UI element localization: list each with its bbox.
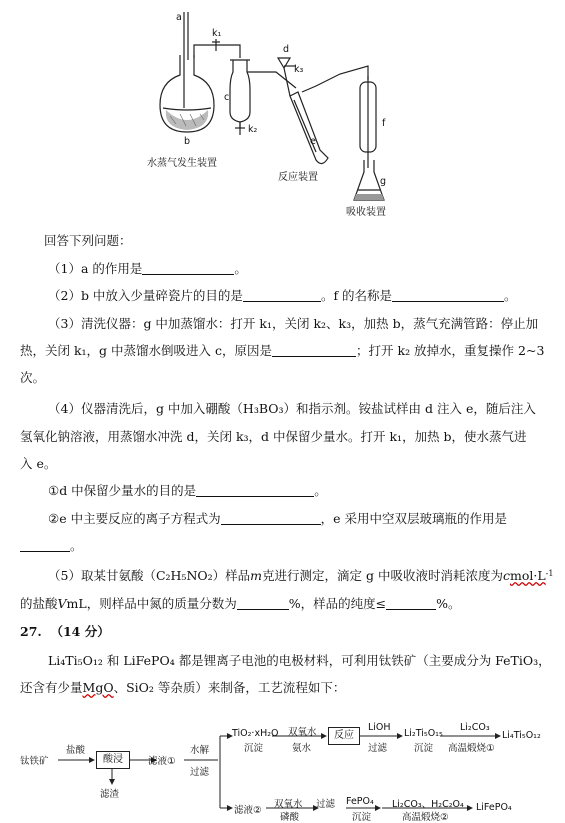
answer-blank[interactable] (196, 484, 314, 497)
flow-h3po4: 磷酸 (280, 812, 300, 823)
label-f: f (382, 118, 386, 129)
question-4-line3: 入 e。 (20, 456, 57, 471)
question-4-part1: ①d 中保留少量水的目的是 。 (48, 483, 327, 498)
flow-precip2: 沉淀 (414, 743, 434, 754)
flow-leach-box: 酸浸 (96, 751, 130, 769)
label-e: e (310, 136, 316, 147)
answer-blank[interactable] (20, 539, 70, 552)
label-c: c (224, 92, 230, 103)
flow-ore: 钛铁矿 (20, 756, 49, 767)
flow-residue: 滤渣 (100, 789, 120, 800)
question-5-line2: 的盐酸VmL，则样品中氮的质量分数为 %，样品的纯度≤ %。 (20, 596, 461, 611)
answer-blank[interactable] (237, 597, 289, 610)
question-4-part2-cont: 。 (20, 538, 83, 554)
flow-filtrate1: 滤液① (148, 756, 176, 767)
flow-nh3: 氨水 (292, 743, 312, 754)
flow-filter3: 过滤 (316, 799, 336, 810)
flow-calcine1: 高温煅烧① (448, 743, 495, 754)
caption-steam-generator: 水蒸气发生装置 (147, 158, 217, 169)
question-4-line2: 氢氧化钠溶液，用蒸馏水冲洗 d，关闭 k₃，d 中保留少量水。打开 k₁，加热 b，使水蒸气进 (20, 429, 527, 444)
question-3-line1: （3）清洗仪器：g 中加蒸馏水：打开 k₁，关闭 k₂、k₃，加热 b，蒸气充满管路：停止加 (48, 316, 539, 331)
flow-precip1: 沉淀 (244, 743, 264, 754)
question-27-line2: 还含有少量MgO、SiO₂ 等杂质）来制备，工艺流程如下： (20, 680, 346, 695)
flow-react-box: 反应 (328, 727, 360, 745)
label-k3: k₃ (294, 64, 304, 75)
question-4-part2: ②e 中主要反应的离子方程式为 ，e 采用中空双层玻璃瓶的作用是 (48, 511, 507, 526)
flow-hydrolysis: 水解 (190, 745, 210, 756)
flow-h2o2: 双氧水 (288, 727, 317, 738)
answer-blank[interactable] (142, 262, 234, 275)
label-k1: k₁ (212, 28, 222, 39)
flow-h2o2b: 双氧水 (274, 799, 303, 810)
question-27-line1: Li₄Ti₅O₁₂ 和 LiFePO₄ 都是锂离子电池的电极材料，可利用钛铁矿（主要成分为 FeTiO₃， (48, 653, 551, 668)
flow-filtrate2: 滤液② (234, 805, 262, 816)
caption-reaction: 反应装置 (278, 172, 318, 183)
question-1: （1）a 的作用是 。 (48, 261, 247, 276)
question-3-line2: 热，关闭 k₁，g 中蒸馏水倒吸进入 c，原因是 ；打开 k₂ 放掉水，重复操作 2~3 (20, 343, 545, 358)
apparatus-diagram (0, 0, 565, 225)
flow-li2ti5o15: Li₂Ti₅O₁₅ (404, 728, 443, 739)
flow-tio2: TiO₂·xH₂O (232, 728, 279, 739)
label-k2: k₂ (248, 124, 258, 135)
question-3-line3: 次。 (20, 370, 46, 385)
label-b: b (184, 136, 191, 147)
flow-reagents2: Li₂CO₃、H₂C₂O₄ (392, 799, 464, 810)
flow-calcine2: 高温煅烧② (402, 812, 449, 823)
flow-filter1: 过滤 (190, 767, 210, 778)
flow-fepo4: FePO₄ (346, 796, 374, 807)
answer-blank[interactable] (243, 289, 321, 302)
flow-filter2: 过滤 (368, 743, 388, 754)
question-4-line1: （4）仪器清洗后，g 中加入硼酸（H₃BO₃）和指示剂。铵盐试样由 d 注入 e，随后注入 (48, 401, 536, 416)
intro-text: 回答下列问题： (44, 233, 132, 248)
question-27-header: 27. （14 分） (20, 624, 110, 639)
caption-absorption: 吸收装置 (346, 207, 386, 218)
flow-precip3: 沉淀 (352, 812, 372, 823)
question-5-line1: （5）取某甘氨酸（C₂H₅NO₂）样品m克进行测定，滴定 g 中吸收液时消耗浓度为$cmol\cdot L^{-1}$ (48, 568, 554, 583)
answer-blank[interactable] (272, 344, 356, 357)
flow-lioh: LiOH (368, 722, 391, 733)
flow-product1: Li₄Ti₅O₁₂ (502, 730, 541, 741)
answer-blank[interactable] (386, 597, 436, 610)
answer-blank[interactable] (221, 512, 321, 525)
label-d: d (283, 44, 290, 55)
flow-product2: LiFePO₄ (476, 802, 512, 813)
flow-hcl: 盐酸 (66, 745, 86, 756)
question-2: （2）b 中放入少量碎瓷片的目的是 。f 的名称是 。 (48, 288, 517, 303)
label-g: g (380, 176, 387, 187)
answer-blank[interactable] (392, 289, 504, 302)
flow-li2co3: Li₂CO₃ (460, 722, 490, 733)
label-a: a (176, 12, 182, 23)
